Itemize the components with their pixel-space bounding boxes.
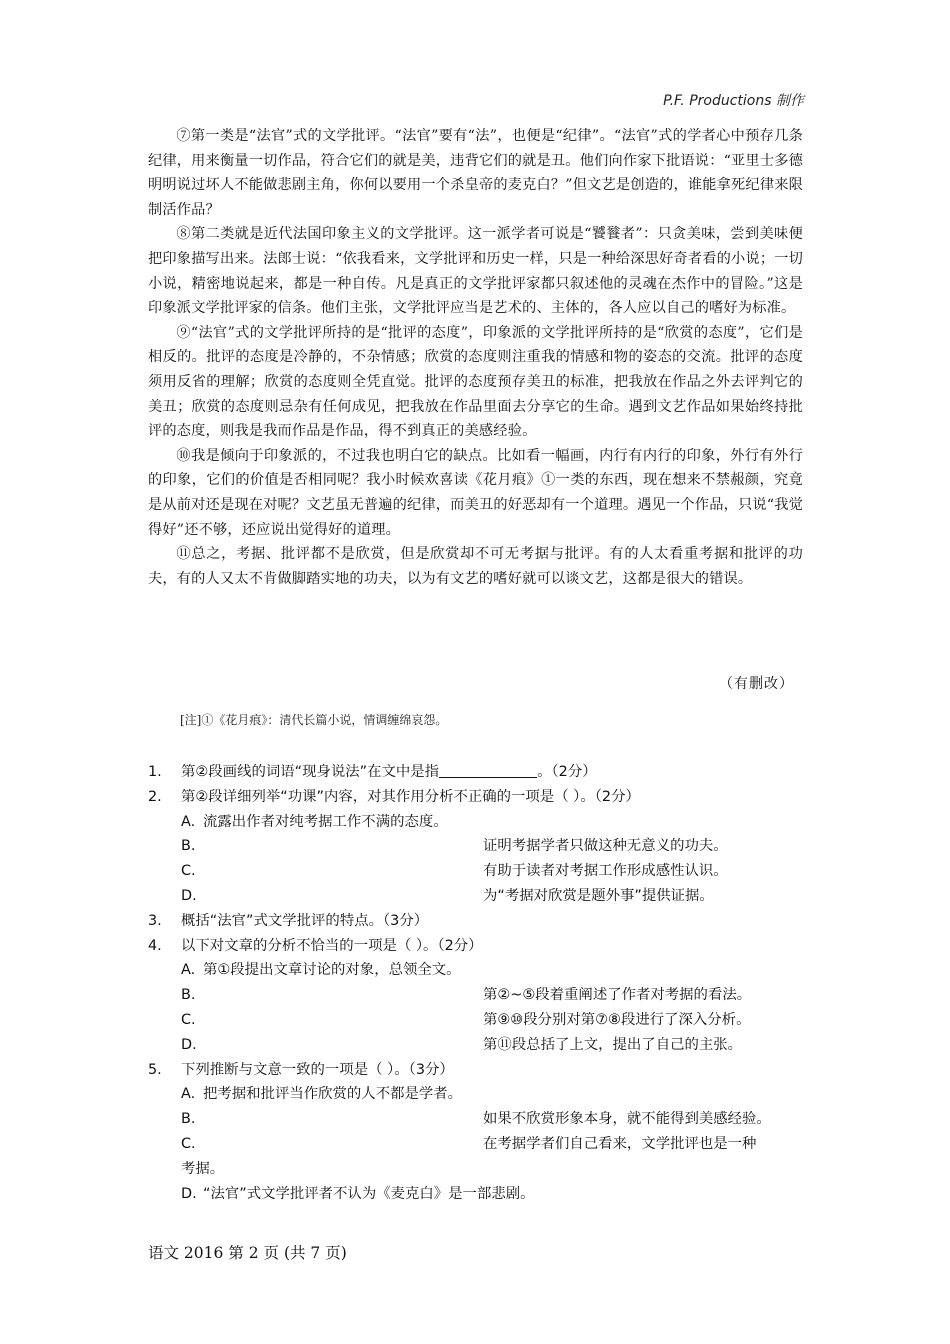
paragraph-11: ⑪总之，考据、批评都不是欣赏，但是欣赏却不可无考据与批评。有的人太看重考据和批评的功夫，有的人又太不肯做脚踏实地的功夫，以为有文艺的嗜好就可以谈文艺，这都是很大的错误。 (148, 546, 803, 587)
option-text: 有助于读者对考据工作形成感性认识。 (483, 863, 728, 880)
option-label: C. (181, 1011, 196, 1028)
option-label: B. (181, 838, 196, 855)
option-text: 如果不欣赏形象本身，就不能得到美感经验。 (483, 1111, 771, 1128)
option-label: C. (181, 863, 196, 880)
option-text-continued: 考据。 (181, 1160, 225, 1177)
paragraph-9: ⑨“法官”式的文学批评所持的是“批评的态度”，印象派的文学批评所持的是“欣赏的态度”，它们是相反的。批评的态度是冷静的，不杂情感；欣赏的态度则注重我的情感和物的姿态的交流。批评的态度须用反省的理解；欣赏的态度则全凭直觉。批评的态度预存美丑的标准，把我放在作品之外去评判它的美丑；欣赏的态度则忌杂有任何成见，把我放在作品里面去分享它的生命。遇到文艺作品如果始终持批评的态度，则我是我而作品是作品，得不到真正的美感经验。 (148, 324, 803, 440)
paragraph-10: ⑩我是倾向于印象派的，不过我也明白它的缺点。比如看一幅画，内行有内行的印象，外行有外行的印象，它们的价值是否相同呢？我小时候欢喜读《花月痕》①一类的东西，现在想来不禁赧颜，究竟是从前对还是现在对呢？文艺虽无普遍的纪律，而美丑的好恶却有一个道理。遇见一个作品，只说“我觉得好”还不够，还应说出觉得好的道理。 (148, 447, 803, 538)
option-text: 证明考据学者只做这种无意义的功夫。 (483, 838, 728, 855)
option-text: 第②~⑤段着重阐述了作者对考据的看法。 (483, 987, 752, 1004)
option-text: 流露出作者对纯考据工作不满的态度。 (203, 813, 448, 830)
option-text: 第①段提出文章讨论的对象，总领全文。 (203, 962, 461, 979)
option-a[interactable] (148, 810, 828, 835)
option-text: 在考据学者们自己看来，文学批评也是一种 (483, 1135, 757, 1152)
question-text: 第②段画线的词语“现身说法”在文中是指 (181, 764, 440, 780)
option-label: D. (181, 887, 197, 904)
paragraph-7: ⑦第一类是“法官”式的文学批评。“法官”要有“法”，也便是“纪律”。“法官”式的学者心中预存几条纪律，用来衡量一切作品，符合它们的就是美，违背它们的就是丑。他们向作家下批语说：“亚里士多德明明说过坏人不能做悲剧主角，你何以要用一个杀皇帝的麦克白？”但文艺是创造的，谁能拿死纪律来限制活作品？ (148, 128, 803, 218)
option-b[interactable] (148, 983, 828, 1008)
production-credit: P.F. Productions 制作 (663, 93, 804, 109)
option-label: B. (181, 987, 196, 1004)
option-c[interactable] (148, 1008, 828, 1033)
option-text: 为“考据对欣赏是题外事”提供证据。 (483, 887, 714, 904)
option-a[interactable] (148, 958, 828, 983)
option-label: A. (181, 962, 196, 979)
option-text: “法官”式文学批评者不认为《麦克白》是一部悲剧。 (203, 1185, 535, 1202)
option-text: 把考据和批评当作欣赏的人不都是学者。 (203, 1086, 463, 1103)
question-1 (148, 760, 828, 785)
question-number: 3. (148, 912, 162, 929)
question-text: 概括“法官”式文学批评的特点。（3分） (181, 912, 429, 929)
option-c-continuation (148, 1157, 828, 1182)
question-4 (148, 934, 828, 959)
option-a[interactable] (148, 1082, 828, 1107)
paragraph-8: ⑧第二类就是近代法国印象主义的文学批评。这一派学者可说是“饕餮者”：只贪美味，尝到美味便把印象描写出来。法郎士说：“依我看来，文学批评和历史一样，只是一种给深思好奇者看的小说；一切小说，精密地说起来，都是一种自传。凡是真正的文学批评家都只叙述他的灵魂在杰作中的冒险。”这是印象派文学批评家的信条。他们主张，文学批评应当是艺术的、主体的，各人应以自己的嗜好为标准。 (148, 226, 803, 317)
question-5 (148, 1058, 828, 1083)
option-label: D. (181, 1185, 197, 1202)
option-c[interactable] (148, 1132, 828, 1157)
option-text: 第⑨⑩段分别对第⑦⑧段进行了深入分析。 (483, 1011, 751, 1028)
option-label: A. (181, 1086, 196, 1103)
option-text: 第⑪段总括了上文，提出了自己的主张。 (483, 1036, 743, 1053)
option-label: B. (181, 1111, 196, 1128)
question-list (148, 760, 828, 1206)
option-c[interactable] (148, 859, 828, 884)
option-b[interactable] (148, 1107, 828, 1132)
question-text: 第②段详细列举“功课”内容，对其作用分析不正确的一项是（ ）。（2分） (181, 788, 640, 805)
option-b[interactable] (148, 834, 828, 859)
question-points: 。（2分） (537, 764, 597, 780)
question-text: 以下对文章的分析不恰当的一项是（ ）。（2分） (181, 937, 483, 954)
option-d[interactable] (148, 1182, 828, 1207)
option-label: C. (181, 1135, 196, 1152)
question-text: 下列推断与文意一致的一项是（ ）。（3分） (181, 1061, 454, 1078)
question-3 (148, 909, 828, 934)
option-label: D. (181, 1036, 197, 1053)
option-label: A. (181, 813, 196, 830)
answer-blank[interactable] (439, 760, 537, 778)
reading-passage (148, 124, 803, 591)
question-2 (148, 785, 828, 810)
question-number: 2. (148, 788, 162, 805)
question-number: 4. (148, 937, 162, 954)
page-footer: 语文 2016 第 2 页 (共 7 页) (148, 1244, 347, 1262)
question-number: 5. (148, 1061, 162, 1078)
option-d[interactable] (148, 884, 828, 909)
question-number: 1. (148, 764, 162, 780)
option-d[interactable] (148, 1033, 828, 1058)
source-note: （有删改） (719, 676, 794, 692)
footnote: [注]①《花月痕》：清代长篇小说，情调缠绵哀怨。 (180, 713, 448, 727)
